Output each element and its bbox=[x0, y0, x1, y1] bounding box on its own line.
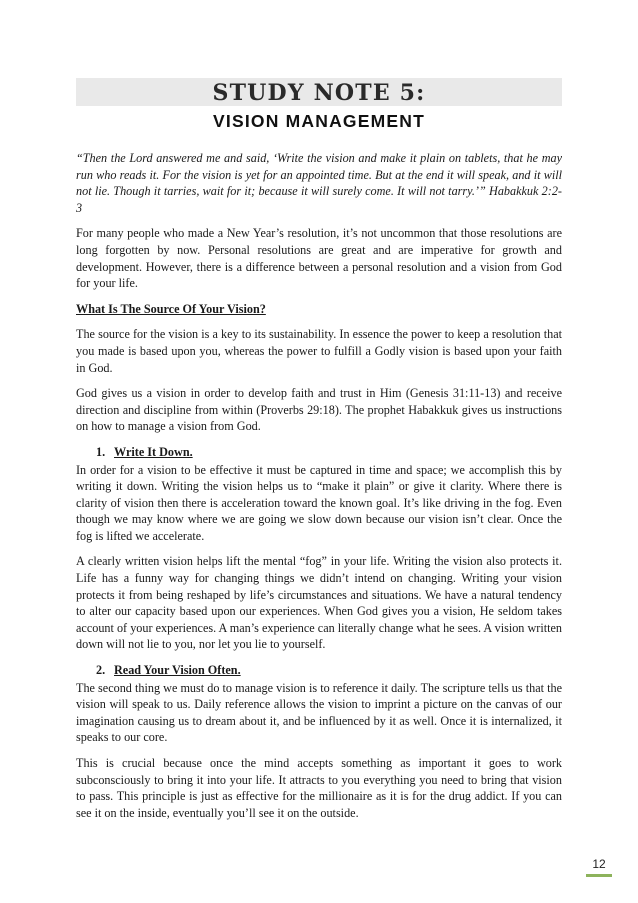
write-paragraph-2: A clearly written vision helps lift the mental “fog” in your life. Writing the vision also protects it. Life has a funny way for changing things we didn’t intend on changing. Writing your vision protects it from being reshaped by life’s circumstances and situations. We have a natural tendency to alter our capacity based upon our experiences. When God gives you a vision, He seldom takes account of your experiences. A man’s experience can literally change what he sees. A vision written down will not lie to you, nor let you lie to yourself. bbox=[76, 554, 562, 652]
write-paragraph-1: In order for a vision to be effective it must be captured in time and space; we accomplish this by writing it down. Writing the vision helps us to “make it plain” or give it clarity. Where there is clarity of vision then there is acceleration toward the known goal. It’s like driving in the fog. Even though we may know where we are going we slow down because our vision isn’t clear. Once the fog is lifted we accelerate. bbox=[76, 462, 562, 543]
read-paragraph-1: The second thing we must do to manage vision is to reference it daily. The scripture tells us that the vision will speak to us. Daily reference allows the vision to imprint a picture on the canvas of our imagination causing us to dream about it, and be influenced by it as well. Once it is internalized, it speaks to our core. bbox=[76, 680, 562, 745]
section-heading: What Is The Source Of Your Vision? bbox=[76, 301, 266, 316]
list-item-read-often bbox=[96, 662, 562, 679]
source-paragraph-2: God gives us a vision in order to develop faith and trust in Him (Genesis 31:11-13) and receive direction and discipline from within (Proverbs 29:18). The prophet Habakkuk gives us instructions on how to manage a vision from God. bbox=[76, 386, 562, 434]
list-number: 2. bbox=[96, 663, 106, 678]
list-number: 1. bbox=[96, 444, 106, 459]
page-number-rule bbox=[586, 874, 612, 877]
list-item-write-it-down bbox=[96, 444, 562, 461]
list-title: Read Your Vision Often. bbox=[114, 663, 241, 678]
page-number: 12 bbox=[592, 857, 606, 871]
list-title: Write It Down. bbox=[114, 444, 193, 459]
scripture-quote: “Then the Lord answered me and said, ‘Write the vision and make it plain on tablets, that he may run who reads it. For the vision is yet for an appointed time. But at the end it will speak, and it will not lie. Though it tarries, wait for it; because it will surely come. It will not tarry.’” Habakkuk 2:2-3 bbox=[76, 151, 562, 215]
page-title: STUDY NOTE 5: bbox=[212, 80, 426, 106]
read-paragraph-2: This is crucial because once the mind accepts something as important it goes to work subconsciously to bring it into your life. It attracts to you everything you need to bring that vision to pass. This principle is just as effective for the millionaire as it is for the drug addict. If you can see it on the inside, eventually you’ll see it on the outside. bbox=[76, 756, 562, 820]
document-body bbox=[76, 150, 562, 830]
page-subtitle: VISION MANAGEMENT bbox=[213, 111, 425, 131]
source-paragraph-1: The source for the vision is a key to its sustainability. In essence the power to keep a resolution that you made is based upon you, whereas the power to fulfill a Godly vision is based upon your faith in God. bbox=[76, 327, 562, 375]
intro-paragraph: For many people who made a New Year’s resolution, it’s not uncommon that those resolutions are long forgotten by now. Personal resolutions are great and are imperative for growth and development. However, there is a difference between a personal resolution and a vision from God for your life. bbox=[76, 226, 562, 291]
